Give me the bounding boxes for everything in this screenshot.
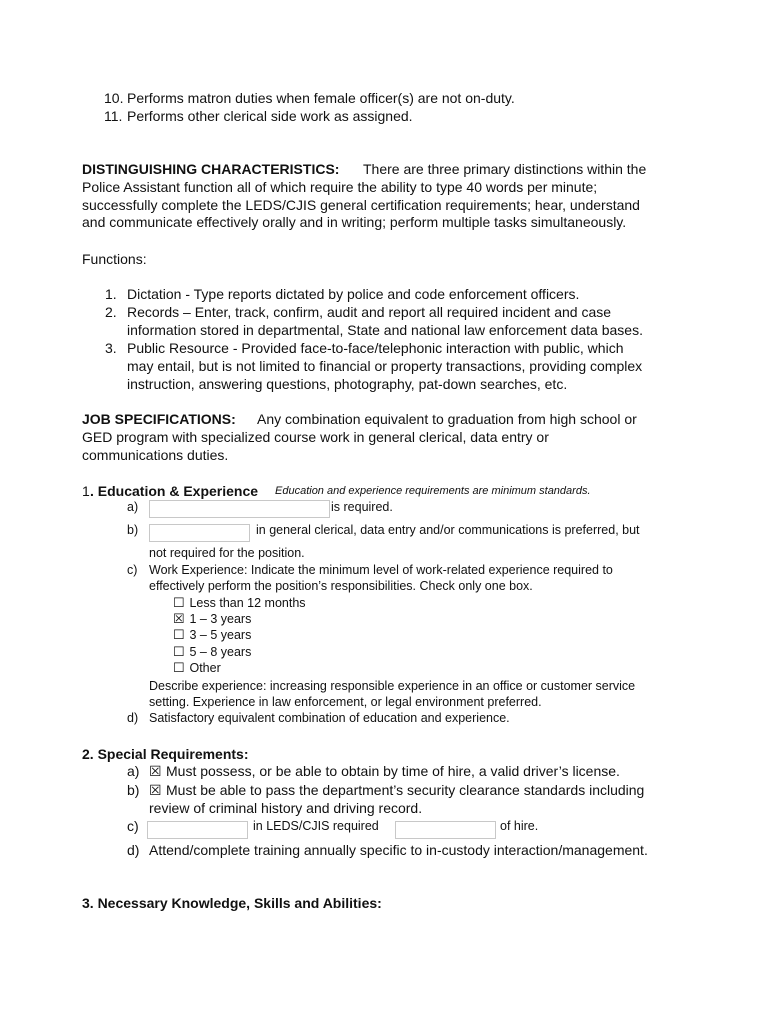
checkbox-checked-icon[interactable]: ☒ xyxy=(149,782,162,798)
item-letter: c) xyxy=(127,818,139,834)
item-text: Work Experience: Indicate the minimum level of work-related experience required to xyxy=(149,563,613,577)
item-text: effectively perform the position’s responsibilities. Check only one box. xyxy=(149,579,533,593)
checkbox-checked-icon[interactable]: ☒ xyxy=(149,763,162,779)
item-letter: b) xyxy=(127,523,139,537)
list-number: 1. xyxy=(105,286,117,302)
leds-cjis-field[interactable] xyxy=(147,821,248,839)
item-text: Must be able to pass the department’s security clearance standards including xyxy=(166,782,645,798)
option-label: 1 – 3 years xyxy=(189,612,252,626)
describe-experience: setting. Experience in law enforcement, or legal environment preferred. xyxy=(149,695,542,709)
list-number: 3. xyxy=(105,340,117,356)
checkbox-checked-icon[interactable]: ☒ xyxy=(173,611,185,626)
paragraph-line: successfully complete the LEDS/CJIS general certification requirements; hear, understand xyxy=(82,197,640,213)
education-note: Education and experience requirements are minimum standards. xyxy=(275,485,591,497)
paragraph-line: Police Assistant function all of which require the ability to type 40 words per minute; xyxy=(82,179,598,195)
paragraph-line: There are three primary distinctions within the xyxy=(363,161,647,177)
paragraph-line: Any combination equivalent to graduation from high school or xyxy=(257,411,637,427)
option-1-3-years[interactable] xyxy=(173,611,251,627)
option-other[interactable] xyxy=(173,660,221,676)
list-item: Dictation - Type reports dictated by police and code enforcement officers. xyxy=(127,286,580,302)
item-text: in LEDS/CJIS required xyxy=(253,819,379,833)
distinguishing-heading: DISTINGUISHING CHARACTERISTICS: xyxy=(82,161,340,177)
job-specs-heading: JOB SPECIFICATIONS: xyxy=(82,411,236,427)
item-letter: a) xyxy=(127,500,139,514)
item-text: not required for the position. xyxy=(149,546,305,560)
paragraph-line: and communicate effectively orally and in writing; perform multiple tasks simultaneously. xyxy=(82,214,627,230)
necessary-knowledge-heading: 3. Necessary Knowledge, Skills and Abilities: xyxy=(82,895,382,911)
option-less-than-12-months[interactable] xyxy=(173,595,306,611)
checkbox-icon[interactable]: ☐ xyxy=(173,644,185,659)
item-letter: c) xyxy=(127,563,138,577)
item-text: review of criminal history and driving record. xyxy=(149,800,423,816)
item-text: in general clerical, data entry and/or communications is preferred, but xyxy=(256,523,640,537)
option-label: Other xyxy=(189,661,221,675)
item-letter: d) xyxy=(127,711,139,725)
section-number: 1 xyxy=(82,483,90,499)
item-text: of hire. xyxy=(500,819,539,833)
option-label: 5 – 8 years xyxy=(189,645,252,659)
list-number: 11. xyxy=(104,108,123,124)
list-item: Performs matron duties when female officer(s) are not on-duty. xyxy=(127,90,515,106)
list-item: Records – Enter, track, confirm, audit and report all required incident and case xyxy=(127,304,612,320)
option-3-5-years[interactable] xyxy=(173,627,251,643)
list-item: Public Resource - Provided face-to-face/telephonic interaction with public, which xyxy=(127,340,624,356)
list-number: 2. xyxy=(105,304,117,320)
special-requirements-heading: 2. Special Requirements: xyxy=(82,746,249,762)
education-requirement-field[interactable] xyxy=(149,500,330,518)
paragraph-line: GED program with specialized course work in general clerical, data entry or xyxy=(82,429,549,445)
item-text: is required. xyxy=(331,500,393,514)
time-of-hire-field[interactable] xyxy=(395,821,496,839)
option-label: Less than 12 months xyxy=(189,596,306,610)
list-item: Performs other clerical side work as assigned. xyxy=(127,108,413,124)
checkbox-icon[interactable]: ☐ xyxy=(173,627,185,642)
list-number: 10. xyxy=(104,90,124,106)
item-letter: b) xyxy=(127,782,140,798)
item-text: Must possess, or be able to obtain by time of hire, a valid driver’s license. xyxy=(166,763,620,779)
list-item: may entail, but is not limited to financial or property transactions, providing complex xyxy=(127,358,643,374)
education-heading: . Education & Experience xyxy=(90,483,259,499)
item-text: Attend/complete training annually specific to in-custody interaction/management. xyxy=(149,842,648,858)
option-5-8-years[interactable] xyxy=(173,644,251,660)
checkbox-icon[interactable]: ☐ xyxy=(173,660,185,675)
item-letter: d) xyxy=(127,842,140,858)
functions-label: Functions: xyxy=(82,251,147,267)
list-item: instruction, answering questions, photography, pat-down searches, etc. xyxy=(127,376,568,392)
item-letter: a) xyxy=(127,763,140,779)
describe-experience: Describe experience: increasing responsible experience in an office or customer service xyxy=(149,679,636,693)
list-item: information stored in departmental, State and national law enforcement data bases. xyxy=(127,322,643,338)
option-label: 3 – 5 years xyxy=(189,628,252,642)
experience-duration-field[interactable] xyxy=(149,524,250,542)
paragraph-line: communications duties. xyxy=(82,447,229,463)
checkbox-icon[interactable]: ☐ xyxy=(173,595,185,610)
item-text: Satisfactory equivalent combination of education and experience. xyxy=(149,711,510,725)
